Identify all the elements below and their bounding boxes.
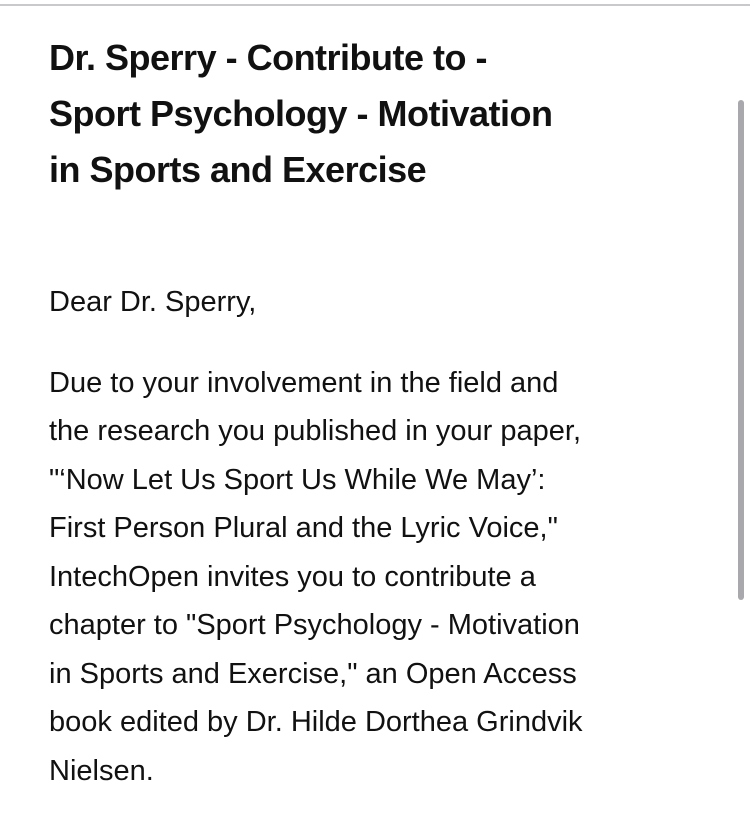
email-salutation: Dear Dr. Sperry, — [49, 286, 257, 318]
paragraph-line: First Person Plural and the Lyric Voice," — [49, 512, 558, 544]
vertical-scrollbar[interactable] — [738, 100, 744, 600]
paragraph-line: the research you published in your paper, — [49, 415, 582, 447]
email-body — [49, 278, 699, 795]
email-header — [49, 30, 709, 198]
subject-line: Dr. Sperry - Contribute to - — [49, 37, 488, 78]
paragraph-line: book edited by Dr. Hilde Dorthea Grindvik — [49, 706, 583, 738]
subject-line: Sport Psychology - Motivation — [49, 93, 553, 134]
paragraph-line: "‘Now Let Us Sport Us While We May’: — [49, 463, 546, 496]
subject-line: in Sports and Exercise — [49, 149, 427, 190]
paragraph-line: Nielsen. — [49, 754, 154, 787]
paragraph-line: IntechOpen invites you to contribute a — [49, 560, 536, 593]
email-subject — [49, 30, 709, 198]
paragraph-line: chapter to "Sport Psychology - Motivation — [49, 609, 580, 641]
paragraph-line: in Sports and Exercise," an Open Access — [49, 657, 577, 690]
paragraph-line: Due to your involvement in the field and — [49, 366, 559, 399]
top-divider — [0, 4, 750, 6]
email-paragraph — [49, 359, 699, 796]
